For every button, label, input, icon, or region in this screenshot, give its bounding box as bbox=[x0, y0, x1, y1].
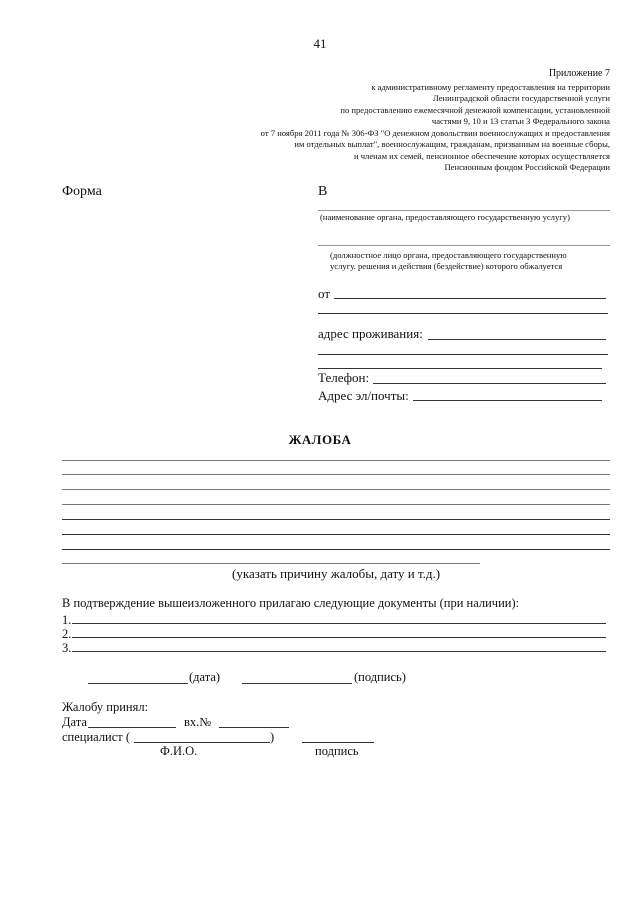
attachment-item-line[interactable] bbox=[72, 637, 606, 638]
complaint-text-line[interactable] bbox=[62, 534, 610, 535]
appendix-line: частями 9, 10 и 13 статьи 3 Федерального закона bbox=[431, 116, 610, 126]
receipt-date-label: Дата bbox=[62, 715, 87, 729]
attachment-item-line[interactable] bbox=[72, 623, 606, 624]
attachment-item-number: 3. bbox=[62, 641, 72, 655]
complaint-title: ЖАЛОБА bbox=[288, 432, 352, 447]
incoming-number-label: вх.№ bbox=[184, 715, 212, 729]
complaint-text-line[interactable] bbox=[62, 474, 610, 475]
address-label: адрес проживания: bbox=[318, 326, 423, 341]
complaint-reason-hint: (указать причину жалобы, дату и т.д.) bbox=[232, 566, 441, 581]
appendix-line: к административному регламенту предоставления на территории bbox=[371, 81, 610, 92]
appendix-line: от 7 ноября 2011 года № 306-ФЗ "О денежном довольствии военнослужащих и предоставления bbox=[260, 127, 610, 138]
complaint-text-line[interactable] bbox=[62, 549, 610, 550]
phone-input-line[interactable] bbox=[373, 383, 606, 384]
receipt-date-line[interactable] bbox=[88, 727, 176, 728]
attachment-item-line[interactable] bbox=[72, 651, 606, 652]
accepted-label: Жалобу принял: bbox=[62, 700, 149, 714]
page-number: 41 bbox=[313, 36, 327, 51]
email-input-line[interactable] bbox=[413, 400, 602, 401]
address-input-line-2[interactable] bbox=[318, 354, 608, 355]
receipt-signature-label: подпись bbox=[315, 744, 359, 758]
from-input-line-2[interactable] bbox=[318, 313, 608, 314]
complaint-text-line[interactable] bbox=[62, 460, 610, 461]
complaint-text-line[interactable] bbox=[62, 519, 610, 520]
attachments-intro: В подтверждение вышеизложенного прилагаю следующие документы (при наличии): bbox=[62, 596, 520, 610]
appendix-line: Приложение 7 bbox=[548, 68, 610, 79]
complaint-text-line[interactable] bbox=[62, 563, 480, 564]
specialist-close-paren: ) bbox=[270, 730, 275, 744]
recipient-official-line[interactable] bbox=[318, 245, 610, 246]
from-label: от bbox=[318, 286, 331, 301]
complaint-text-line[interactable] bbox=[62, 489, 610, 490]
appendix-line: и членам их семей, пенсионное обеспечение которых осуществляется bbox=[353, 150, 610, 161]
signature-input-line[interactable] bbox=[242, 683, 352, 684]
complaint-text-line[interactable] bbox=[62, 504, 610, 505]
appendix-line: по предоставлению ежемесячной денежной компенсации, установленной bbox=[340, 104, 610, 115]
appendix-line: Пенсионным фондом Российской Федерации bbox=[444, 162, 610, 172]
specialist-label: специалист ( bbox=[62, 730, 131, 744]
date-input-line[interactable] bbox=[88, 683, 188, 684]
form-label: Форма bbox=[62, 184, 102, 199]
recipient-official-hint-1: (должностное лицо органа, предоставляющего государственную bbox=[330, 250, 567, 260]
recipient-org-line[interactable] bbox=[318, 210, 610, 211]
signature-label: (подпись) bbox=[354, 670, 406, 684]
phone-label: Телефон: bbox=[318, 370, 370, 385]
specialist-signature-line[interactable] bbox=[302, 742, 374, 743]
email-label: Адрес эл/почты: bbox=[318, 388, 409, 403]
recipient-org-hint: (наименование органа, предоставляющего государственную услугу) bbox=[320, 212, 570, 222]
recipient-official-hint-2: услугу. решения и действия (бездействие) которого обжалуется bbox=[330, 261, 563, 271]
address-input-line[interactable] bbox=[428, 339, 606, 340]
date-label: (дата) bbox=[189, 670, 221, 684]
attachment-item-number: 1. bbox=[62, 613, 72, 627]
from-input-line[interactable] bbox=[334, 298, 606, 299]
appendix-line: им отдельных выплат", военнослужащим, гражданам, призванным на военные сборы, bbox=[294, 139, 610, 149]
incoming-number-line[interactable] bbox=[219, 727, 289, 728]
attachment-item-number: 2. bbox=[62, 627, 72, 641]
address-input-line-3[interactable] bbox=[318, 368, 602, 369]
specialist-name-line[interactable] bbox=[134, 742, 270, 743]
appendix-header bbox=[170, 68, 610, 174]
fio-label: Ф.И.О. bbox=[160, 744, 198, 758]
recipient-prefix: В bbox=[318, 184, 328, 199]
appendix-line: Ленинградской области государственной услуги bbox=[432, 93, 610, 103]
